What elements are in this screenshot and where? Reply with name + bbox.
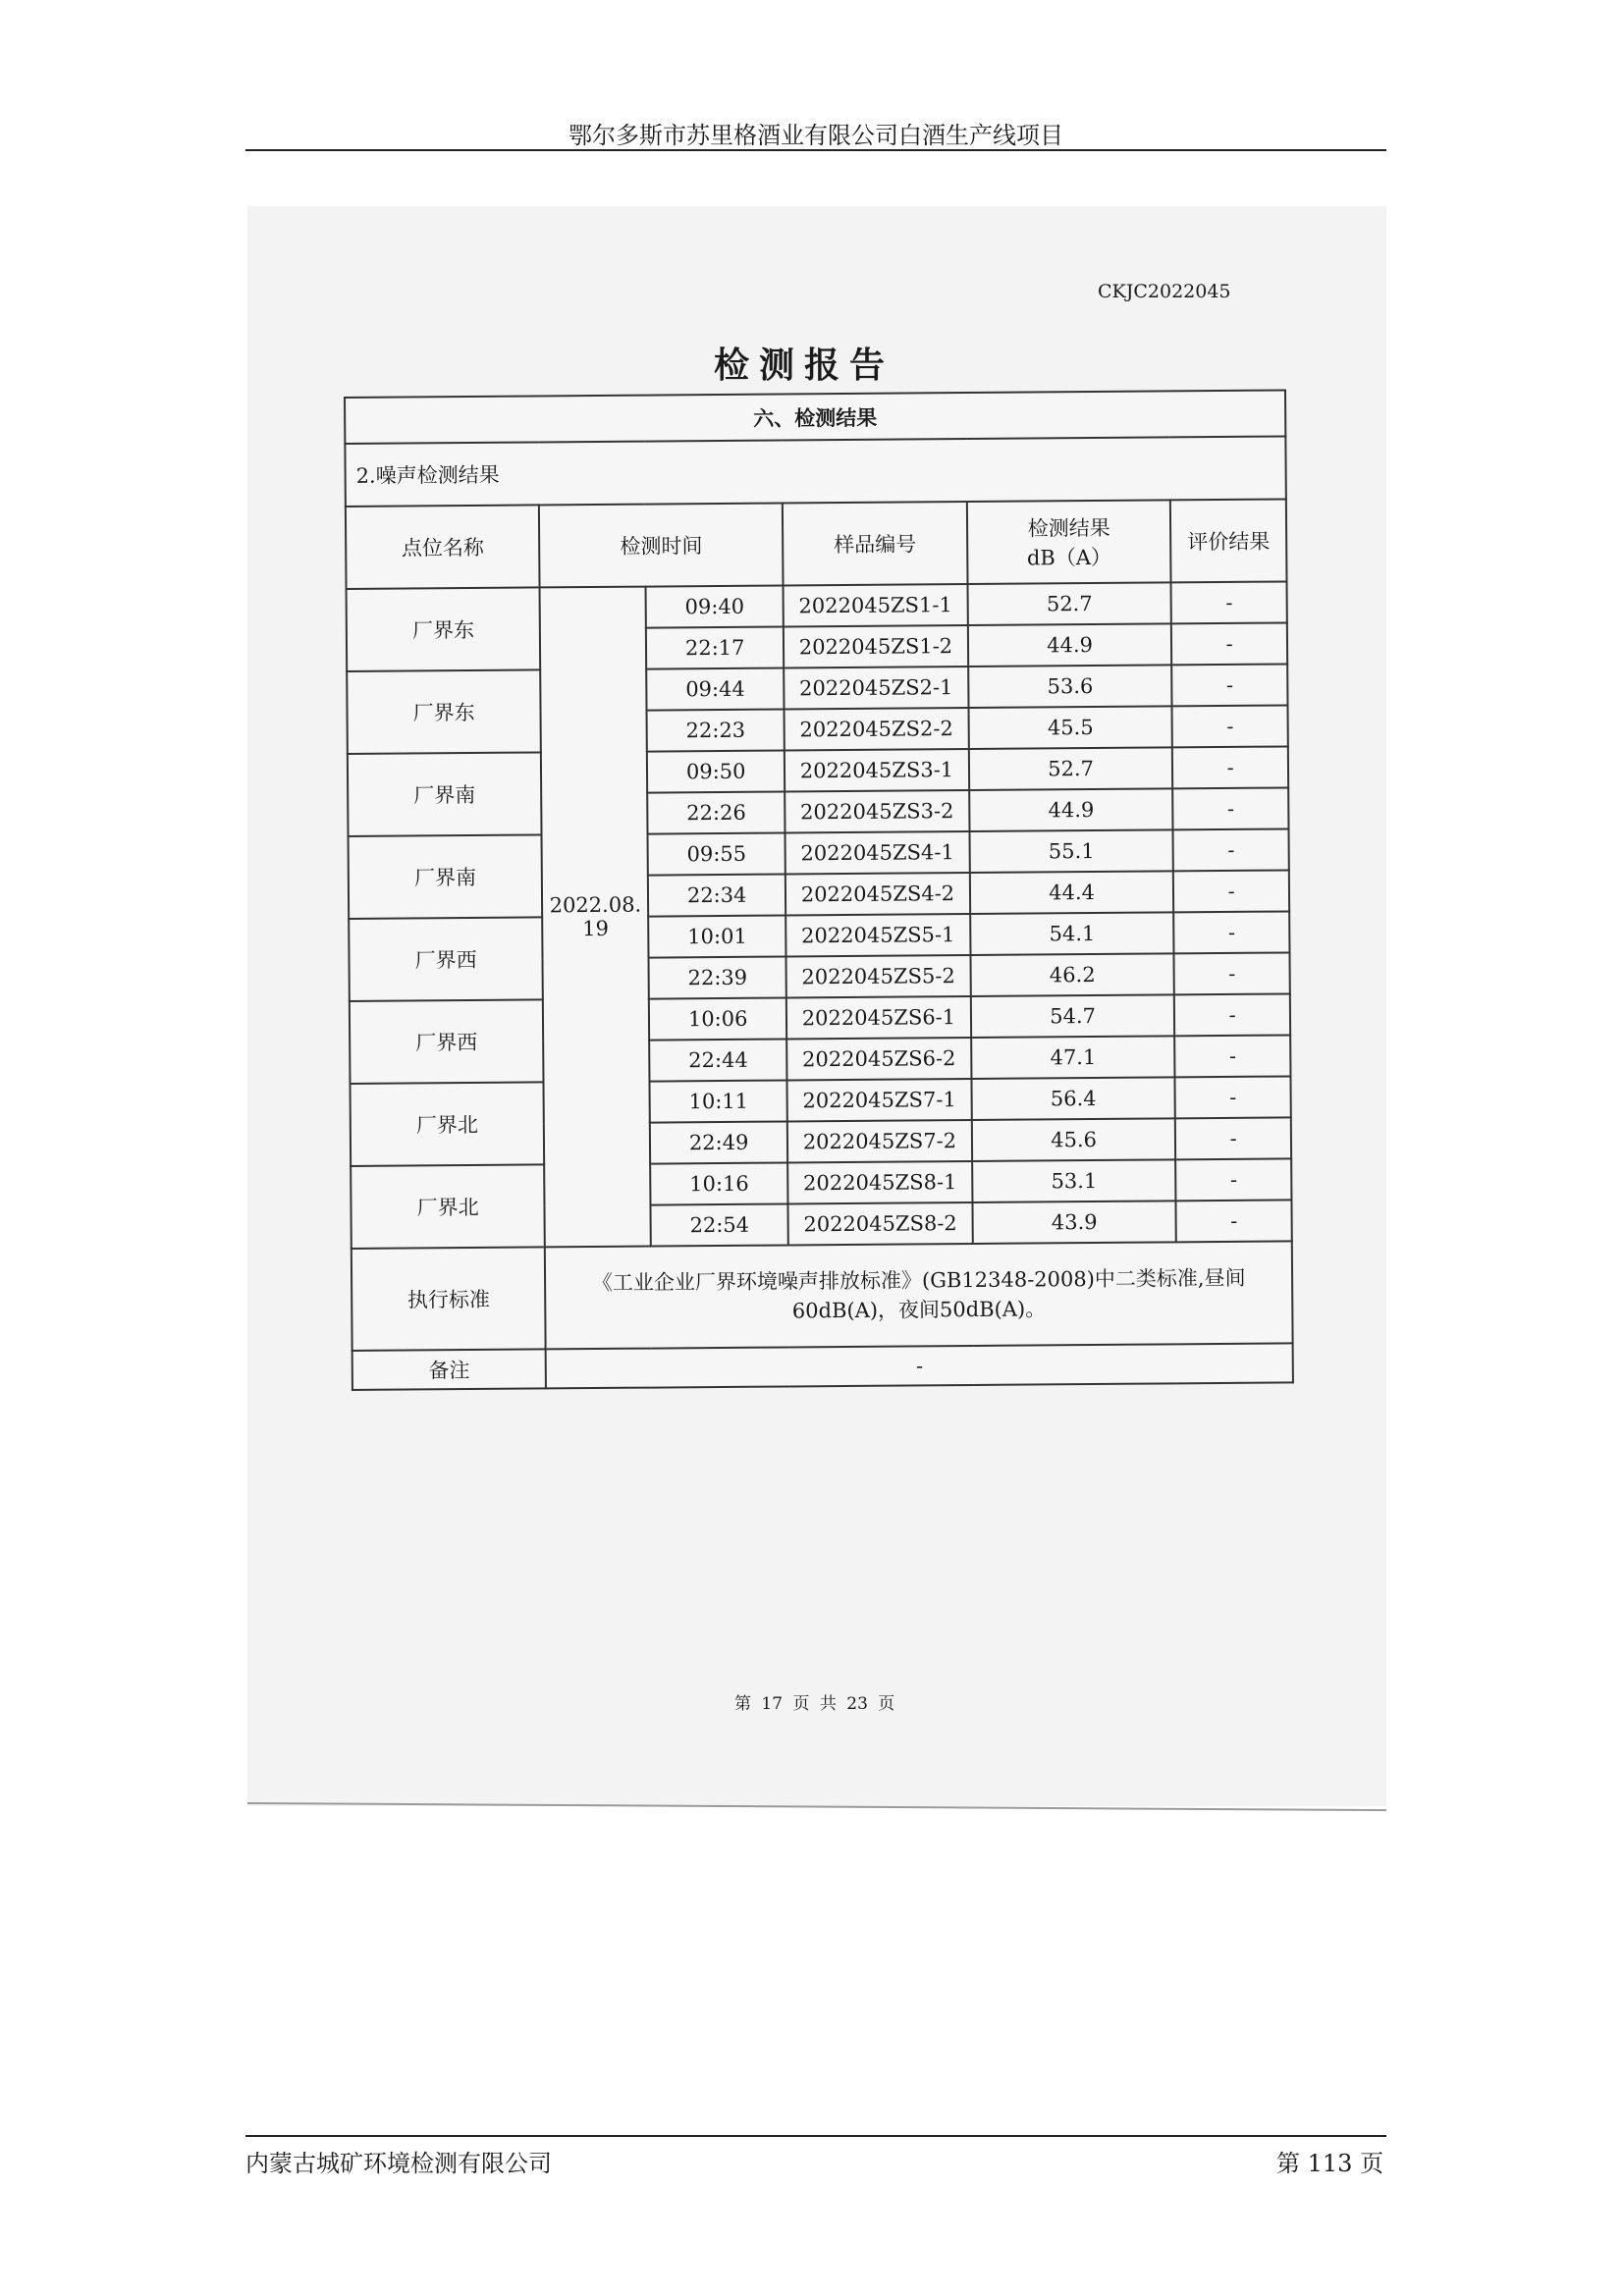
time-cell: 22:54 — [651, 1203, 788, 1246]
note-row — [352, 1343, 1293, 1390]
result-cell: 44.9 — [969, 788, 1173, 831]
point-name-cell: 厂界北 — [351, 1164, 545, 1249]
sample-id-cell: 2022045ZS6-2 — [786, 1038, 971, 1080]
noise-results-table — [344, 389, 1294, 1391]
time-cell: 22:44 — [649, 1039, 786, 1081]
time-cell: 22:49 — [650, 1121, 787, 1163]
col-header-result-label: 检测结果 — [1027, 515, 1110, 541]
time-cell: 09:40 — [646, 585, 784, 627]
footer-page-number: 第 113 页 — [1276, 2150, 1384, 2177]
evaluation-cell: - — [1173, 870, 1289, 912]
table-row — [349, 828, 1289, 878]
time-cell: 09:44 — [647, 667, 785, 710]
note-label: 备注 — [352, 1349, 547, 1390]
point-name-cell: 厂界东 — [347, 669, 541, 754]
report-code: CKJC2022045 — [1098, 281, 1231, 302]
result-cell: 45.6 — [972, 1118, 1176, 1161]
result-cell: 44.4 — [970, 871, 1174, 914]
evaluation-cell: - — [1172, 705, 1288, 747]
sample-id-cell: 2022045ZS1-2 — [784, 625, 968, 667]
section-title: 六、检测结果 — [345, 390, 1285, 444]
result-cell: 45.5 — [968, 706, 1172, 749]
sample-id-cell: 2022045ZS8-1 — [787, 1161, 972, 1203]
result-cell: 53.6 — [968, 665, 1172, 708]
point-name-cell: 厂界北 — [350, 1082, 544, 1166]
sample-id-cell: 2022045ZS4-2 — [785, 873, 970, 915]
note-value: - — [546, 1343, 1293, 1388]
time-cell: 10:11 — [650, 1080, 787, 1122]
test-date-line1: 2022.08. — [549, 892, 642, 918]
standard-cell — [545, 1241, 1292, 1349]
test-date-line2: 19 — [582, 916, 610, 941]
time-cell: 10:06 — [649, 997, 786, 1040]
standard-text: 《工业企业厂界环境噪声排放标准》(GB12348-2008)中二类标准,昼间60dB(A)，夜间50dB(A)。 — [591, 1265, 1246, 1323]
result-cell: 46.2 — [970, 953, 1174, 996]
evaluation-cell: - — [1174, 1035, 1290, 1077]
col-header-point: 点位名称 — [346, 505, 540, 589]
sample-id-cell: 2022045ZS7-1 — [787, 1079, 972, 1121]
sample-id-cell: 2022045ZS3-1 — [785, 749, 969, 791]
time-cell: 10:16 — [650, 1162, 787, 1204]
evaluation-cell: - — [1172, 664, 1288, 706]
sample-id-cell: 2022045ZS2-1 — [784, 667, 968, 709]
evaluation-cell: - — [1173, 911, 1289, 953]
table-row — [347, 581, 1287, 630]
sample-id-cell: 2022045ZS7-2 — [787, 1120, 972, 1162]
footer-company: 内蒙古城矿环境检测有限公司 — [245, 2150, 552, 2177]
result-cell: 54.7 — [971, 994, 1175, 1038]
header-divider — [245, 149, 1386, 151]
evaluation-cell: - — [1174, 952, 1290, 994]
col-header-result-unit: dB（A） — [1026, 545, 1112, 570]
col-header-time: 检测时间 — [539, 503, 783, 587]
point-name-cell: 厂界西 — [349, 917, 543, 1001]
evaluation-cell: - — [1173, 828, 1289, 871]
result-cell: 47.1 — [971, 1036, 1175, 1079]
col-header-sample: 样品编号 — [783, 502, 967, 585]
sample-id-cell: 2022045ZS5-1 — [785, 914, 970, 956]
sample-id-cell: 2022045ZS1-1 — [784, 584, 968, 626]
sample-id-cell: 2022045ZS6-1 — [786, 996, 971, 1039]
point-name-cell: 厂界南 — [348, 752, 542, 836]
sample-id-cell: 2022045ZS2-2 — [785, 708, 969, 750]
sample-id-cell: 2022045ZS4-1 — [785, 831, 970, 874]
result-cell: 52.7 — [967, 582, 1171, 625]
time-cell: 22:23 — [647, 709, 785, 751]
evaluation-cell: - — [1175, 1076, 1291, 1118]
sample-id-cell: 2022045ZS3-2 — [785, 790, 969, 832]
test-date-cell — [540, 587, 651, 1248]
table-row — [350, 993, 1290, 1042]
evaluation-cell: - — [1176, 1200, 1292, 1242]
time-cell: 09:55 — [648, 832, 785, 875]
evaluation-cell: - — [1172, 787, 1288, 829]
result-cell: 55.1 — [969, 829, 1173, 873]
column-header-row — [346, 499, 1287, 589]
sample-id-cell: 2022045ZS5-2 — [786, 955, 971, 997]
table-row — [351, 1158, 1291, 1207]
result-cell: 54.1 — [970, 912, 1174, 955]
table-row — [350, 1076, 1290, 1125]
result-cell: 44.9 — [968, 623, 1172, 667]
evaluation-cell: - — [1175, 1158, 1291, 1201]
time-cell: 09:50 — [647, 750, 785, 792]
point-name-cell: 厂界东 — [347, 587, 541, 671]
standard-label: 执行标准 — [352, 1247, 546, 1351]
table-row — [347, 664, 1287, 713]
subsection-title: 2.噪声检测结果 — [345, 436, 1285, 507]
point-name-cell: 厂界西 — [350, 999, 544, 1084]
sample-id-cell: 2022045ZS8-2 — [788, 1202, 973, 1245]
col-header-evaluation: 评价结果 — [1170, 499, 1286, 582]
evaluation-cell: - — [1174, 993, 1290, 1036]
evaluation-cell: - — [1172, 746, 1288, 788]
result-cell: 56.4 — [971, 1077, 1175, 1120]
result-cell: 43.9 — [972, 1201, 1176, 1244]
time-cell: 22:39 — [649, 956, 786, 998]
time-cell: 10:01 — [648, 915, 785, 957]
result-cell: 52.7 — [969, 747, 1173, 790]
report-title: 检测报告 — [714, 345, 895, 386]
col-header-result — [967, 500, 1171, 584]
time-cell: 22:26 — [647, 791, 785, 833]
evaluation-cell: - — [1171, 622, 1287, 665]
evaluation-cell: - — [1175, 1117, 1291, 1159]
footer-divider — [245, 2135, 1386, 2137]
table-row — [349, 911, 1289, 960]
evaluation-cell: - — [1171, 581, 1287, 623]
time-cell: 22:34 — [648, 874, 785, 916]
table-row — [348, 746, 1288, 795]
result-cell: 53.1 — [972, 1159, 1176, 1202]
time-cell: 22:17 — [646, 626, 784, 668]
point-name-cell: 厂界南 — [349, 834, 543, 919]
report-page-indicator: 第 17 页 共 23 页 — [734, 1694, 895, 1714]
document-header-title: 鄂尔多斯市苏里格酒业有限公司白酒生产线项目 — [568, 122, 1063, 149]
standard-row — [352, 1241, 1293, 1351]
